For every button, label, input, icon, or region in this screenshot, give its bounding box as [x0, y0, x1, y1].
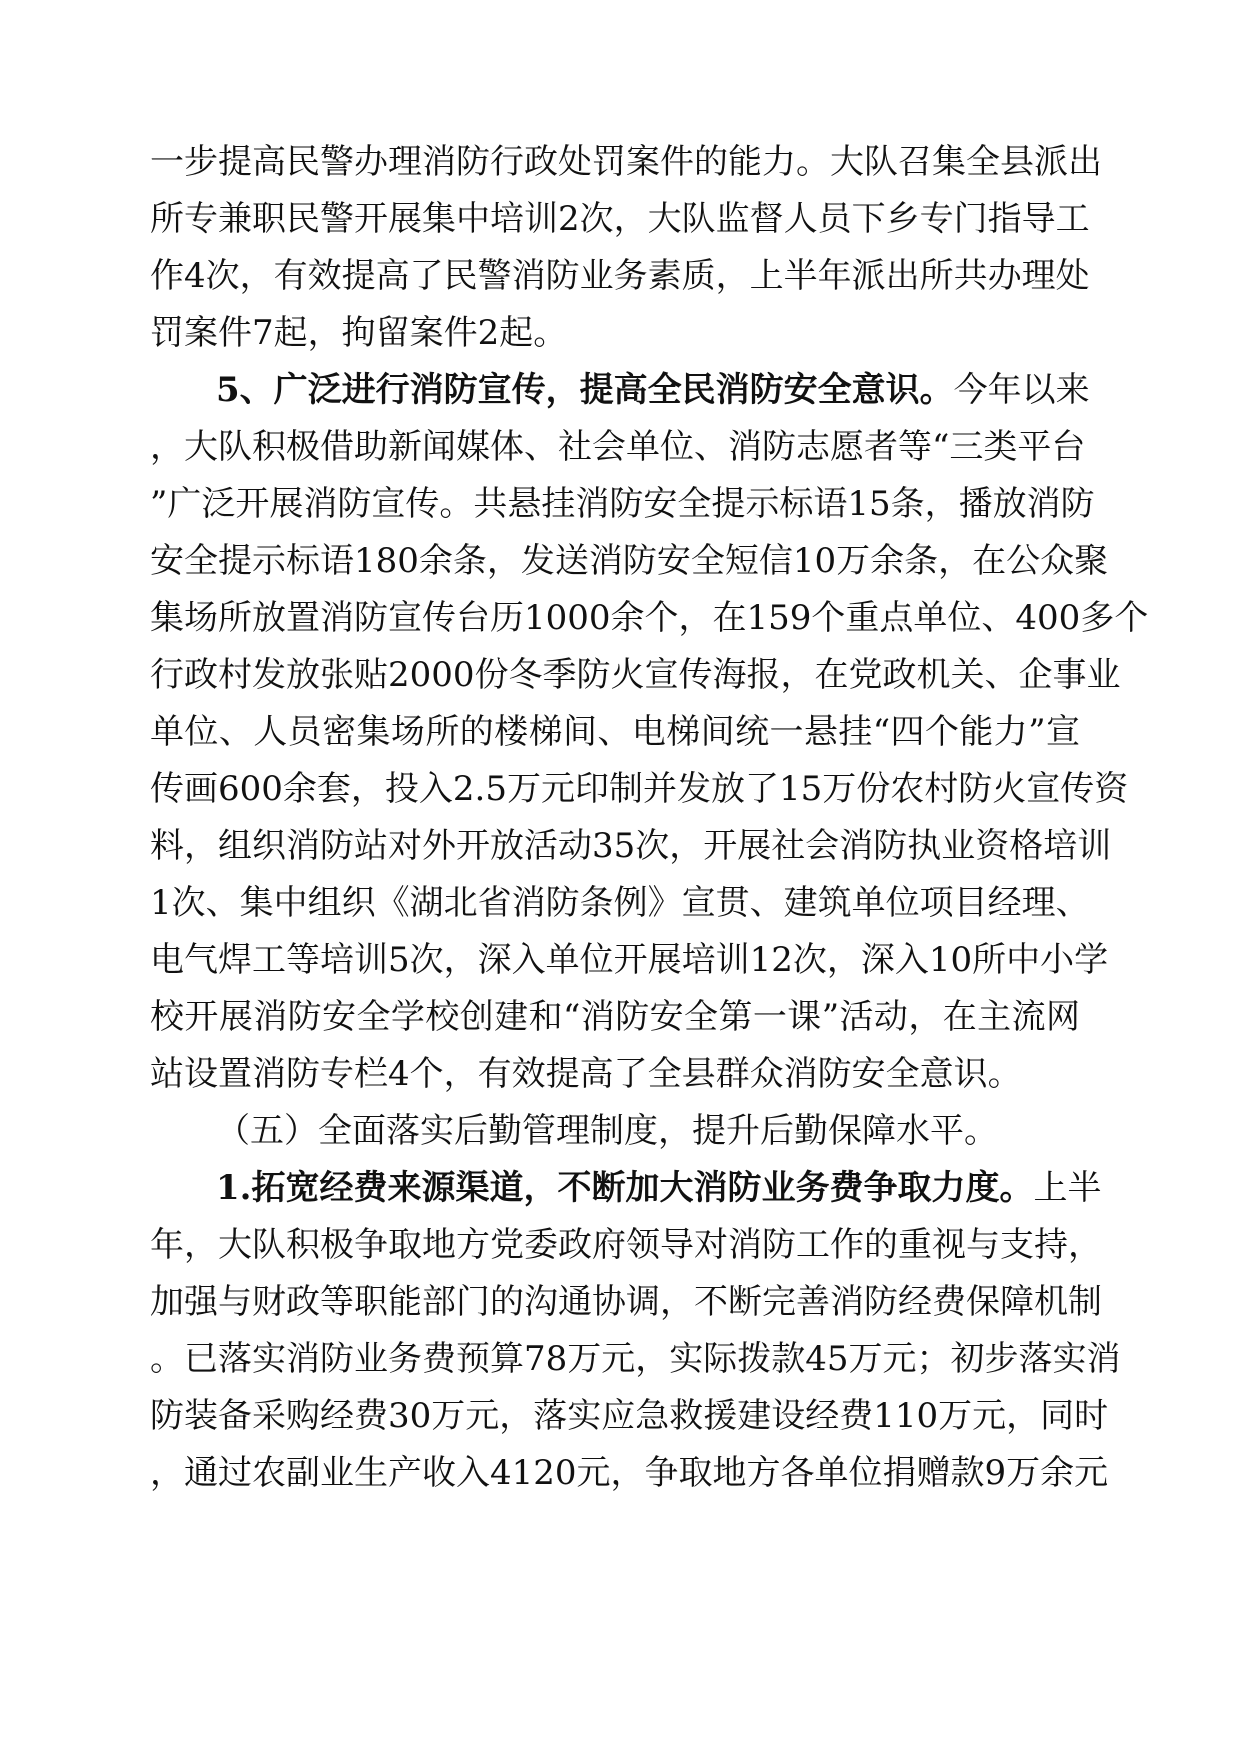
paragraph-text: 上半: [1033, 1168, 1102, 1208]
paragraph-line: ”广泛开展消防宣传。共悬挂消防安全提示标语15条，播放消防: [150, 484, 1095, 524]
paragraph-line: ，大队积极借助新闻媒体、社会单位、消防志愿者等“三类平台: [150, 427, 1086, 467]
paragraph-line: 集场所放置消防宣传台历1000余个，在159个重点单位、400多个: [150, 598, 1149, 638]
paragraph-line: 料，组织消防站对外开放活动35次，开展社会消防执业资格培训: [150, 826, 1112, 866]
paragraph-line: 单位、人员密集场所的楼梯间、电梯间统一悬挂“四个能力”宣: [150, 712, 1080, 752]
section-title: （五）全面落实后勤管理制度，提升后勤保障水平。: [216, 1111, 998, 1151]
paragraph-line: 1次、集中组织《湖北省消防条例》宣贯、建筑单位项目经理、: [150, 883, 1090, 923]
paragraph-line: 罚案件7起，拘留案件2起。: [150, 313, 568, 353]
paragraph-line: ，通过农副业生产收入4120元，争取地方各单位捐赠款9万余元: [150, 1453, 1109, 1493]
paragraph-line: 防装备采购经费30万元，落实应急救援建设经费110万元，同时: [150, 1396, 1109, 1436]
paragraph-first-line: [216, 370, 1090, 410]
paragraph-line: 所专兼职民警开展集中培训2次，大队监督人员下乡专门指导工: [150, 199, 1090, 239]
paragraph-line: 电气焊工等培训5次，深入单位开展培训12次，深入10所中小学: [150, 940, 1109, 980]
paragraph-line: 年，大队积极争取地方党委政府领导对消防工作的重视与支持，: [150, 1225, 1102, 1265]
paragraph-line: 站设置消防专栏4个，有效提高了全县群众消防安全意识。: [150, 1054, 1022, 1094]
paragraph-heading: 1.拓宽经费来源渠道，不断加大消防业务费争取力度。: [216, 1168, 1034, 1208]
paragraph-heading: 5、广泛进行消防宣传，提高全民消防安全意识。: [216, 370, 954, 410]
paragraph-line: 加强与财政等职能部门的沟通协调，不断完善消防经费保障机制: [150, 1282, 1102, 1322]
paragraph-text: 今年以来: [953, 370, 1090, 410]
paragraph-line: 校开展消防安全学校创建和“消防安全第一课”活动，在主流网: [150, 997, 1080, 1037]
paragraph-line: 行政村发放张贴2000份冬季防火宣传海报，在党政机关、企事业: [150, 655, 1121, 695]
paragraph-line: 传画600余套，投入2.5万元印制并发放了15万份农村防火宣传资: [150, 769, 1129, 809]
paragraph-line: 。已落实消防业务费预算78万元，实际拨款45万元；初步落实消: [150, 1339, 1121, 1379]
paragraph-line: 作4次，有效提高了民警消防业务素质，上半年派出所共办理处: [150, 256, 1090, 296]
paragraph-line: 一步提高民警办理消防行政处罚案件的能力。大队召集全县派出: [150, 142, 1102, 182]
paragraph-line: 安全提示标语180余条，发送消防安全短信10万余条，在公众聚: [150, 541, 1109, 581]
paragraph-first-line: [216, 1168, 1102, 1208]
